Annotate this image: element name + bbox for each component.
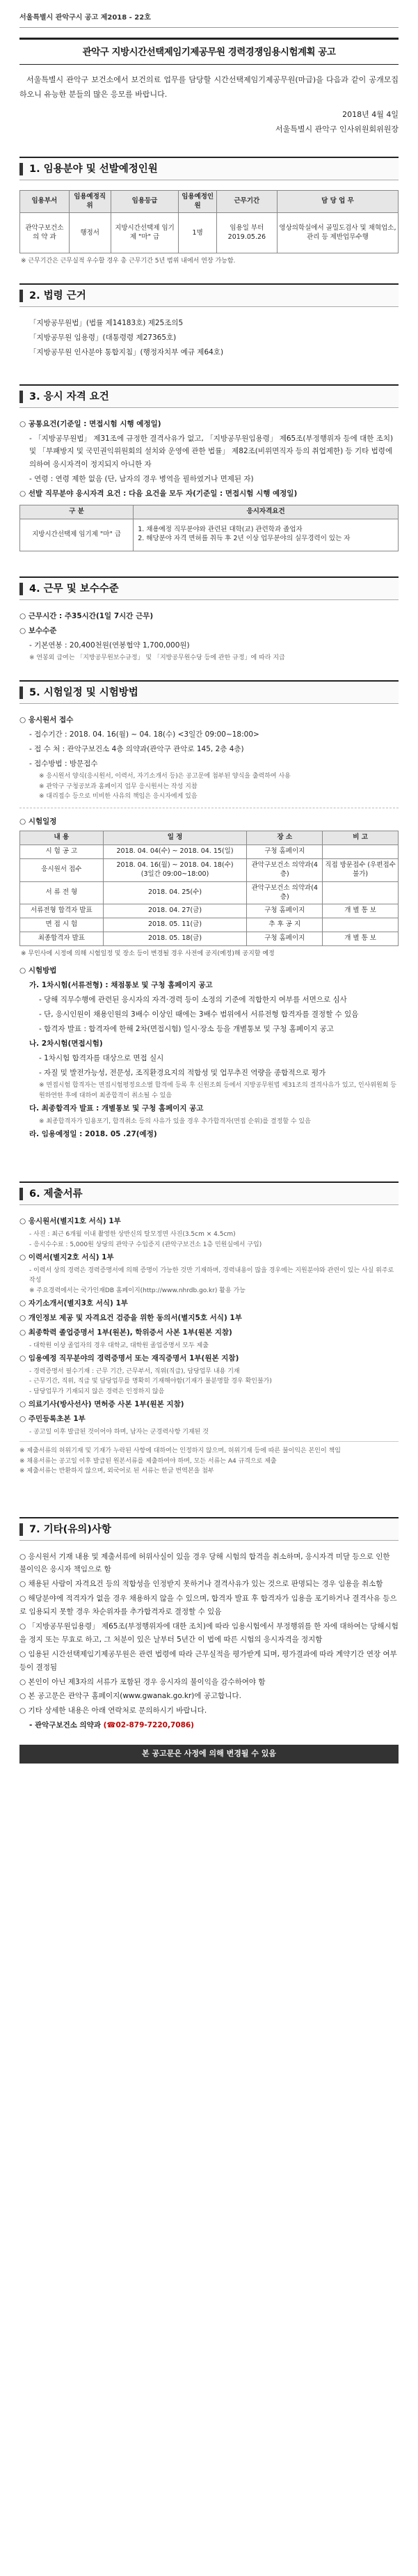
method-step: 다. 최종합격자 발표 : 개별통보 및 구청 홈페이지 공고 [29, 1104, 204, 1113]
table-cell: 2018. 05. 11(금) [103, 918, 247, 932]
table-cell: 관악구보건소 의약과(4층) [247, 859, 323, 882]
table-cell: 2018. 04. 16(월) ~ 2018. 04. 18(수) (3일간 09:00~18:00) [103, 859, 247, 882]
document-note: ※ 제출서류의 허위기재 및 기재가 누락된 사항에 대하여는 인정하지 않으며, 허위기재 등에 따른 불이익은 본인이 책임 [19, 1447, 341, 1455]
section-marker [19, 1188, 23, 1200]
position-table [19, 190, 399, 254]
document-detail: - 경력증명서 필수기재 : 근무 기간, 근무부서, 직위(직급), 담당업무 내용 기재 [29, 1368, 240, 1376]
document-detail: - 이력서 상의 경력은 경력증명서에 의해 증명이 가능한 것만 기재하며, 경력내용이 많을 경우에는 지원분야와 관련이 있는 사실 위주로 작성 [29, 1266, 394, 1285]
section-title: 5. 시험일정 및 시험방법 [29, 686, 138, 698]
table-cell: 영상의학실에서 골밀도검사 및 채혁업소, 관리 등 제반업무수행 [277, 213, 398, 253]
caution-item: ○ 본인이 아닌 제3자의 서류가 포함된 경우 응시자의 불이익을 감수하여야 함 [19, 1677, 266, 1686]
table-header: 비 고 [323, 831, 399, 845]
table-header: 담 당 업 무 [277, 190, 398, 213]
notice-date: 2018년 4월 4일 [342, 110, 399, 120]
schedule-note: ※ 무인사에 시정에 의해 시험일정 및 장소 등이 변경될 경우 사전에 공지(예정)해 공지할 예정 [21, 950, 275, 957]
document-note: ※ 채용서류는 공고일 이후 발급된 원본서류를 제출하여야 하며, 모든 서류는 A4 규격으로 제출 [19, 1457, 277, 1465]
application-text: - 접수기간 : 2018. 04. 16(월) ~ 04. 18(수) <3일간 09:00~18:00> [29, 730, 259, 739]
table-cell: 행정서 [69, 213, 111, 253]
caution-item: ○ 본 공고문은 관악구 홈페이지(www.gwanak.go.kr)에 공고합니다. [19, 1692, 241, 1701]
table-cell: 응시원서 접수 [20, 859, 104, 882]
requirement-text: - 연령 : 연령 제한 없음 (단, 남자의 경우 병역을 필하였거나 면제된 자) [29, 475, 254, 484]
method-note: ※ 최종합격자가 임용포기, 합격취소 등의 사유가 있을 경우 추가합격자(면접 순위)를 결정할 수 있음 [39, 1118, 311, 1126]
document-detail: - 공고일 이후 발급된 것이어야 하며, 남자는 군경력사항 기재된 것 [29, 1428, 209, 1436]
table-cell: 지방시간선택제 임기제 "마" 급 [111, 213, 179, 253]
salary-heading: ○ 보수수준 [19, 626, 57, 635]
section-header [19, 1181, 399, 1205]
document-note: ※ 제출서류는 반환하지 않으며, 외국어로 된 서류는 한글 번역본을 첨부 [19, 1468, 214, 1475]
appointment-date: 라. 임용예정일 : 2018. 05 .27(예정) [29, 1130, 157, 1139]
contact-phone[interactable]: (☎02-879-7220,7086) [103, 1721, 194, 1730]
document-item: ○ 자기소개서(별지3호 서식) 1부 [19, 1299, 128, 1308]
section-title: 2. 법령 근거 [29, 290, 86, 301]
caution-item: ○ 임용된 시간선택제임기제공무원은 관련 법령에 따라 근무실적을 평가받게 되며, 평가결과에 따라 계약기간 연장 여부 등이 결정됨 [19, 1649, 397, 1672]
requirement-heading: ○ 선발 직무분야 응시자격 요건 : 다음 요건을 모두 자(기준일 : 면접시험 시행 예정일) [19, 489, 298, 498]
table-cell: 지방시간선택제 임기제 "마" 급 [20, 519, 134, 551]
section-header [19, 1517, 399, 1541]
table-cell: 2018. 04. 04(수) ~ 2018. 04. 15(일) [103, 845, 247, 859]
table-cell: 시 험 공 고 [20, 845, 104, 859]
table-cell: 서류전형 합격자 발표 [20, 904, 104, 918]
table-cell [323, 918, 399, 932]
method-text: - 단, 응시인원이 채용인원의 3배수 이상인 때에는 3배수 범위에서 서류전형 합격자를 결정할 수 있음 [39, 1010, 359, 1019]
document-detail: - 대학원 이상 졸업자의 경우 대학교, 대학원 졸업증명서 모두 제출 [29, 1342, 209, 1349]
contact-line [19, 1719, 399, 1732]
caution-item: ○ 응시원서 기재 내용 및 제출서류에 허위사실이 있을 경우 당해 시험의 합격을 취소하며, 응시자격 미달 등으로 인한 불이익은 응시자 책임으로 함 [19, 1552, 390, 1574]
table-header: 장 소 [247, 831, 323, 845]
section-marker [19, 290, 23, 302]
document-detail: - 사진 : 최근 6개월 이내 촬영한 상반신의 탈모정면 사진(3.5cm × 4.5cm) [29, 1231, 236, 1239]
section-header [19, 576, 399, 600]
document-detail: - 응시수수료 : 5,000원 상당의 관악구 수입증지 (관악구보건소 1층 민원실에서 구입) [29, 1241, 262, 1248]
table-header: 응시자격요건 [134, 505, 399, 519]
requirement-text: - 「지방공무원법」 제31조에 규정한 결격사유가 없고, 「지방공무원임용령」 제65조(부정행위자 등에 대한 조치) 및 「부패방지 및 국민권익위원회의 설치와 운영에 관한 법률」 제82조(비위면직자 등의 취업제한) 등 기타 법령에 의하여 응시자격이 정지되지 아니한 자 [29, 434, 394, 469]
section-1 [19, 157, 399, 267]
document-item: ○ 임용예정 직무분야의 경력증명서 또는 재직증명서 1부(원본 지참) [19, 1354, 239, 1363]
method-heading: ○ 시험방법 [19, 966, 57, 975]
law-item: 「지방공무원 인사분야 통합지침」(행정자치부 예규 제64호) [29, 347, 224, 356]
method-text: - 합격자 발표 : 합격자에 한해 2차(면접시험) 일시·장소 등을 개별통보 및 구청 홈페이지 공고 [39, 1024, 334, 1033]
method-step: 가. 1차시험(서류전형) : 채점통보 및 구청 홈페이지 공고 [29, 981, 213, 990]
section-marker [19, 1523, 23, 1536]
document-detail: - 담당업무가 기재되지 않은 경력은 인정하지 않음 [29, 1388, 165, 1395]
table-cell: 2018. 04. 27(금) [103, 904, 247, 918]
document-item: ○ 이력서(별지2호 서식) 1부 [19, 1253, 114, 1262]
caution-item: ○ 기타 상세한 내용은 아래 연락처로 문의하시기 바랍니다. [19, 1706, 207, 1715]
section-header [19, 384, 399, 408]
section-7 [19, 1517, 399, 1764]
table-cell [323, 881, 399, 904]
table-header: 일 정 [103, 831, 247, 845]
qualification-table [19, 505, 399, 551]
section-2 [19, 283, 399, 359]
table-header: 구 분 [20, 505, 134, 519]
salary-text: - 기본연봉 : 20,400천원(연봉협약 1,700,000원) [29, 641, 190, 650]
table-cell: 서 류 전 형 [20, 881, 104, 904]
document-detail: - 근무기간, 직위, 직급 및 담당업무를 명확히 기재해야함(기재가 불분명할 경우 확인불가) [29, 1378, 272, 1385]
section-3 [19, 384, 399, 551]
section-marker [19, 583, 23, 595]
caution-item: ○ 해당분야에 적격자가 없을 경우 채용하지 않을 수 있으며, 합격자 발표 후 합격자가 임용을 포기하거나 결격사유 등으로 임용되지 못할 경우 차순위자를 추가합격자로 결정할 수 있음 [19, 1594, 397, 1617]
table-cell: 면 접 시 험 [20, 918, 104, 932]
document-detail: ※ 주요경력에서는 국가인재DB 홈페이지(http://www.nhrdb.go.kr) 활용 가능 [29, 1287, 246, 1294]
section-title: 7. 기타(유의)사항 [29, 1523, 111, 1535]
footer-notice: 본 공고문은 사정에 의해 변경될 수 있음 [19, 1745, 399, 1764]
document-item: ○ 의료기사(방사선사) 면허증 사본 1부(원본 지참) [19, 1400, 184, 1409]
method-text: - 1차시험 합격자를 대상으로 면접 실시 [39, 1053, 164, 1062]
document-item: ○ 주민등록초본 1부 [19, 1415, 86, 1424]
table-cell: 임용일 부터 2019.05.26 [216, 213, 277, 253]
section-header [19, 157, 399, 180]
document-item: ○ 최종학력 졸업증명서 1부(원본), 학위증서 사본 1부(원본 지참) [19, 1328, 232, 1337]
table-header: 임용예정직 위 [69, 190, 111, 213]
application-text: - 접수방법 : 방문접수 [29, 759, 98, 768]
law-item: 「지방공무원법」(법률 제14183호) 제25조의5 [29, 318, 184, 327]
method-text: - 당해 직무수행에 관련된 응시자의 자격·경력 등이 소정의 기준에 적합한지 여부를 서면으로 심사 [39, 996, 347, 1005]
requirement-heading: ○ 공통요건(기준일 : 면접시험 시행 예정일) [19, 419, 161, 428]
notice-title-box [19, 38, 399, 65]
intro-text: 서울특별시 관악구 보건소에서 보건의료 업무를 담당할 시간선택제임기제공무원(마급)을 다음과 같이 공개모집하오니 유능한 분들의 많은 응모를 바랍니다. [19, 75, 399, 100]
table-cell: 2018. 05. 18(금) [103, 932, 247, 945]
application-note: ※ 대리접수 등으로 미비한 사유의 책임은 응시자에게 있음 [39, 793, 198, 801]
section-header [19, 680, 399, 704]
method-note: ※ 면접시험 합격자는 면접시험평정요소별 합격에 등록 후 신원조회 등에서 지방공무원법 제31조의 결격사유가 있고, 인사위원회 등원하연한 후에 대하여 최종합격이 취소될 수 있음 [39, 1082, 396, 1099]
table-note: ※ 근무기간은 근무실적 우수할 경우 총 근무기간 5년 범위 내에서 연장 가능함. [21, 258, 236, 265]
section-marker [19, 163, 23, 175]
section-marker [19, 391, 23, 403]
section-5 [19, 680, 399, 1142]
method-text: - 자질 및 발전가능성, 전문성, 조직환경요지의 적합성 및 업무추진 역량을 종합적으로 평가 [39, 1068, 326, 1077]
work-hours: ○ 근무시간 : 주35시간(1일 7시간 근무) [19, 611, 154, 620]
document-item: ○ 응시원서(별지1호 서식) 1부 [19, 1217, 121, 1226]
table-cell: 구청 홈페이지 [247, 904, 323, 918]
application-heading: ○ 응시원서 접수 [19, 715, 74, 724]
table-cell: 직접 방문접수 (우편접수불가) [323, 859, 399, 882]
table-cell: 구청 홈페이지 [247, 932, 323, 945]
table-header: 임용등급 [111, 190, 179, 213]
notice-org: 서울특별시 관악구 인사위원회위원장 [275, 124, 399, 134]
application-note: ※ 응시원서 양식(응시원서, 이력서, 자기소개서 등)은 공고문에 첨부된 양식을 출력하여 사용 [39, 773, 291, 780]
table-cell: 개 별 통 보 [323, 904, 399, 918]
schedule-table [19, 831, 399, 945]
notice-title: 관악구 지방시간선택제임기제공무원 경력경쟁임용시험계획 공고 [82, 47, 336, 58]
schedule-heading: ○ 시험일정 [19, 817, 57, 826]
table-cell: 관악구보건소 의약과(4층) [247, 881, 323, 904]
table-cell: 구청 홈페이지 [247, 845, 323, 859]
section-header [19, 283, 399, 307]
table-header: 임용부서 [20, 190, 70, 213]
section-title: 6. 제출서류 [29, 1188, 83, 1200]
table-cell: 추 후 공 지 [247, 918, 323, 932]
section-title: 3. 응시 자격 요건 [29, 391, 109, 402]
table-cell: 최종합격자 발표 [20, 932, 104, 945]
table-cell: 관악구보건소 의 약 과 [20, 213, 70, 253]
method-step: 나. 2차시험(면접시험) [29, 1039, 103, 1048]
contact-label: - 관악구보건소 의약과 [29, 1721, 101, 1730]
table-cell [323, 845, 399, 859]
caution-item: ○ 「지방공무원임용령」 제65조(부정행위자에 대한 조치)에 따라 임용시험에서 부정행위를 한 자에 대하여는 당해시험을 정지 또는 무효로 하고, 그 처분이 있은 날부터 5년간 이 법에 따른 시험의 응시자격을 정지함 [19, 1622, 399, 1644]
section-marker [19, 686, 23, 699]
document-item: ○ 개인정보 제공 및 자격요건 검증을 위한 동의서(별지5호 서식) 1부 [19, 1313, 242, 1322]
table-cell: 1. 채용예정 직무분야와 관련된 대학(교) 관련학과 졸업자 2. 해당분야 자격 면허를 취득 후 2년 이상 업무분야의 실무경력이 있는 자 [134, 519, 399, 551]
law-item: 「지방공무원 임용령」(대통령령 제27365호) [29, 333, 177, 342]
application-text: - 접 수 처 : 관악구보건소 4층 의약과(관악구 관악로 145, 2층 4층) [29, 744, 244, 753]
application-note: ※ 관악구 구청공보과 홈페이지 업무 응시원서는 작성 지참 [39, 783, 198, 790]
caution-item: ○ 채용된 사람이 자격요건 등의 적합성을 인정받지 못하거나 결격사유가 있는 것으로 판명되는 경우 임용을 취소함 [19, 1580, 383, 1589]
salary-note: ※ 연봉외 급여는 「지방공무원보수규정」 및 「지방공무원수당 등에 관한 규정」에 따라 지급 [29, 654, 285, 662]
table-header: 근무기간 [216, 190, 277, 213]
table-header: 임용예정인원 [179, 190, 216, 213]
notice-number: 서울특별시 관악구시 공고 제2018 - 22호 [19, 0, 399, 28]
section-4 [19, 576, 399, 663]
table-cell: 1명 [179, 213, 216, 253]
section-6 [19, 1181, 399, 1476]
section-title: 4. 근무 및 보수수준 [29, 583, 119, 595]
table-cell: 개 별 통 보 [323, 932, 399, 945]
section-title: 1. 임용분야 및 선발예정인원 [29, 163, 158, 175]
table-header: 내 용 [20, 831, 104, 845]
table-cell: 2018. 04. 25(수) [103, 881, 247, 904]
